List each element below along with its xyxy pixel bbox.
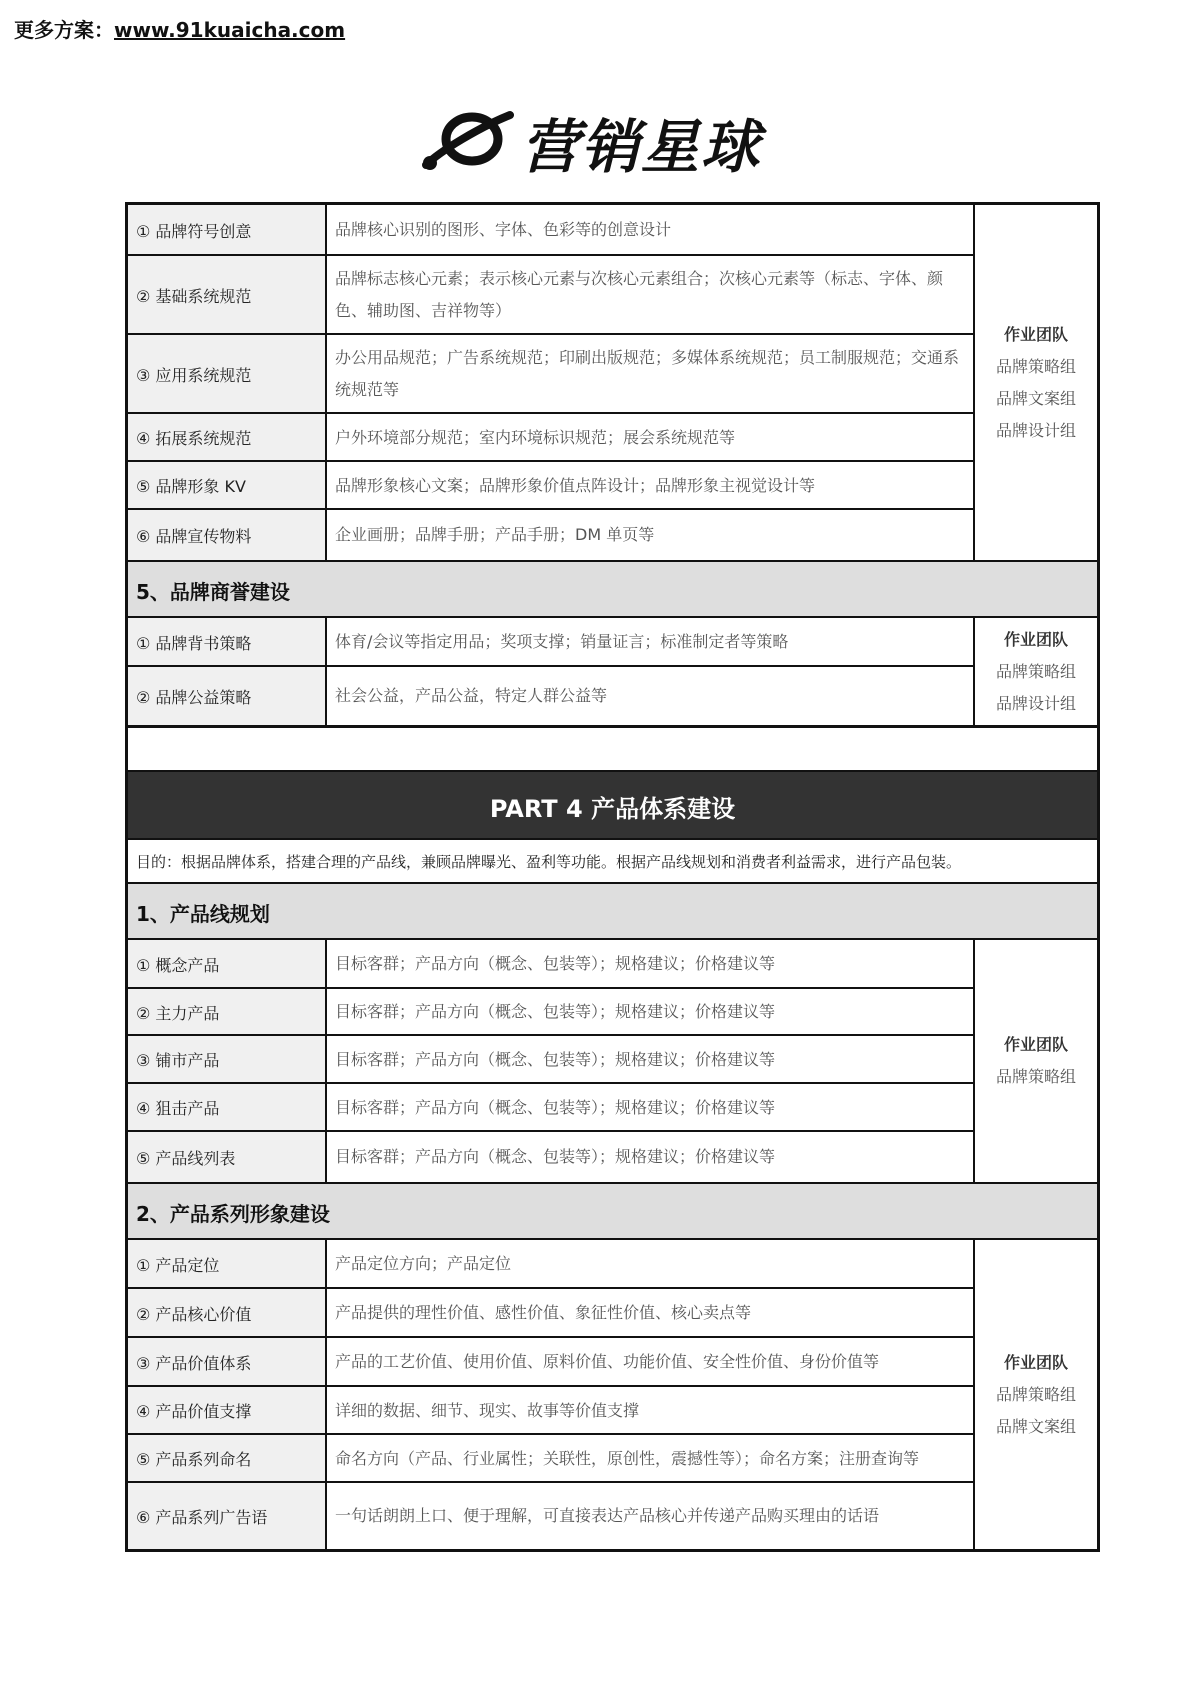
table-row xyxy=(128,462,1097,509)
table-row xyxy=(128,335,1097,413)
item-name: ③ 产品价值体系 xyxy=(128,1338,327,1386)
item-name: ⑤ 产品系列命名 xyxy=(128,1435,327,1482)
table-row xyxy=(128,1289,1097,1337)
item-name: ⑥ 产品系列广告语 xyxy=(128,1483,327,1549)
item-name: ⑤ 产品线列表 xyxy=(128,1132,327,1182)
item-name: ① 产品定位 xyxy=(128,1240,327,1288)
purpose-text: 目的：根据品牌体系，搭建合理的产品线，兼顾品牌曝光、盈利等功能。根据产品线规划和消费者利益需求，进行产品包装。 xyxy=(128,838,1097,882)
item-desc: 一句话朗朗上口、便于理解，可直接表达产品核心并传递产品购买理由的话语 xyxy=(327,1483,975,1549)
item-name: ① 概念产品 xyxy=(128,940,327,988)
team-cell xyxy=(975,1240,1097,1549)
item-name: ④ 狙击产品 xyxy=(128,1084,327,1131)
item-desc: 社会公益，产品公益，特定人群公益等 xyxy=(327,667,975,725)
team-title: 作业团队 xyxy=(1003,324,1068,344)
team-cell xyxy=(975,618,1097,725)
table-row xyxy=(128,1387,1097,1434)
item-name: ② 品牌公益策略 xyxy=(128,667,327,725)
item-name: ③ 应用系统规范 xyxy=(128,335,327,413)
item-desc: 目标客群；产品方向（概念、包装等）；规格建议；价格建议等 xyxy=(327,1036,975,1083)
item-desc: 产品的工艺价值、使用价值、原料价值、功能价值、安全性价值、身份价值等 xyxy=(327,1338,975,1386)
table-row xyxy=(128,618,1097,666)
item-desc: 目标客群；产品方向（概念、包装等）；规格建议；价格建议等 xyxy=(327,989,975,1035)
table-row xyxy=(128,414,1097,461)
logo-text: 营销星球 xyxy=(521,113,762,181)
item-name: ② 产品核心价值 xyxy=(128,1289,327,1337)
team-member: 品牌策略组 xyxy=(995,661,1076,681)
table-row xyxy=(128,940,1097,988)
team-member: 品牌文案组 xyxy=(995,388,1076,408)
site-link[interactable]: www.91kuaicha.com xyxy=(114,18,346,42)
item-desc: 体育/会议等指定用品；奖项支撑；销量证言；标准制定者等策略 xyxy=(327,618,975,666)
item-name: ② 主力产品 xyxy=(128,989,327,1035)
more-label: 更多方案： xyxy=(14,18,114,42)
team-title: 作业团队 xyxy=(1003,1035,1068,1054)
team-member: 品牌策略组 xyxy=(995,356,1076,376)
item-desc: 品牌形象核心文案；品牌形象价值点阵设计；品牌形象主视觉设计等 xyxy=(327,462,975,509)
item-desc: 户外环境部分规范；室内环境标识规范；展会系统规范等 xyxy=(327,414,975,461)
table-row xyxy=(128,1483,1097,1549)
table-row xyxy=(128,1435,1097,1482)
item-desc: 企业画册；品牌手册；产品手册；DM 单页等 xyxy=(327,510,975,560)
team-title: 作业团队 xyxy=(1003,629,1068,649)
team-member: 品牌设计组 xyxy=(995,420,1076,440)
team-cell xyxy=(975,940,1097,1182)
table-row xyxy=(128,989,1097,1035)
team-member: 品牌设计组 xyxy=(995,693,1076,713)
item-desc: 命名方向（产品、行业属性；关联性，原创性，震撼性等）；命名方案；注册查询等 xyxy=(327,1435,975,1482)
item-name: ① 品牌背书策略 xyxy=(128,618,327,666)
section-header: 1、产品线规划 xyxy=(128,882,1097,940)
item-desc: 目标客群；产品方向（概念、包装等）；规格建议；价格建议等 xyxy=(327,1132,975,1182)
item-desc: 目标客群；产品方向（概念、包装等）；规格建议；价格建议等 xyxy=(327,1084,975,1131)
item-name: ② 基础系统规范 xyxy=(128,256,327,334)
item-name: ④ 拓展系统规范 xyxy=(128,414,327,461)
item-desc: 办公用品规范；广告系统规范；印刷出版规范；多媒体系统规范；员工制服规范；交通系统规范等 xyxy=(327,335,975,413)
item-name: ④ 产品价值支撑 xyxy=(128,1387,327,1434)
item-desc: 产品定位方向；产品定位 xyxy=(327,1240,975,1288)
item-desc: 目标客群；产品方向（概念、包装等）；规格建议；价格建议等 xyxy=(327,940,975,988)
team-member: 品牌文案组 xyxy=(995,1416,1076,1436)
table-row xyxy=(128,256,1097,334)
table-row xyxy=(128,667,1097,725)
team-cell xyxy=(975,205,1097,560)
table-row xyxy=(128,510,1097,560)
team-member: 品牌策略组 xyxy=(995,1384,1076,1404)
table-row xyxy=(128,1084,1097,1131)
table-row xyxy=(128,1240,1097,1288)
section-header: 5、品牌商誉建设 xyxy=(128,560,1097,618)
planet-icon xyxy=(420,107,515,177)
table-row xyxy=(128,1036,1097,1083)
item-desc: 品牌核心识别的图形、字体、色彩等的创意设计 xyxy=(327,205,975,255)
brand-logo xyxy=(420,102,761,182)
team-title: 作业团队 xyxy=(1003,1352,1068,1372)
table-row xyxy=(128,1132,1097,1182)
team-member: 品牌策略组 xyxy=(995,1067,1076,1086)
item-name: ① 品牌符号创意 xyxy=(128,205,327,255)
top-link-bar xyxy=(14,14,345,43)
table-row xyxy=(128,1338,1097,1386)
item-name: ⑥ 品牌宣传物料 xyxy=(128,510,327,560)
table-row xyxy=(128,205,1097,255)
item-name: ⑤ 品牌形象 KV xyxy=(128,462,327,509)
plan-table xyxy=(125,202,1100,1552)
part-title: PART 4 产品体系建设 xyxy=(128,770,1097,840)
item-desc: 产品提供的理性价值、感性价值、象征性价值、核心卖点等 xyxy=(327,1289,975,1337)
item-name: ③ 铺市产品 xyxy=(128,1036,327,1083)
item-desc: 详细的数据、细节、现实、故事等价值支撑 xyxy=(327,1387,975,1434)
section-header: 2、产品系列形象建设 xyxy=(128,1182,1097,1240)
item-desc: 品牌标志核心元素；表示核心元素与次核心元素组合；次核心元素等（标志、字体、颜色、辅助图、吉祥物等） xyxy=(327,256,975,334)
